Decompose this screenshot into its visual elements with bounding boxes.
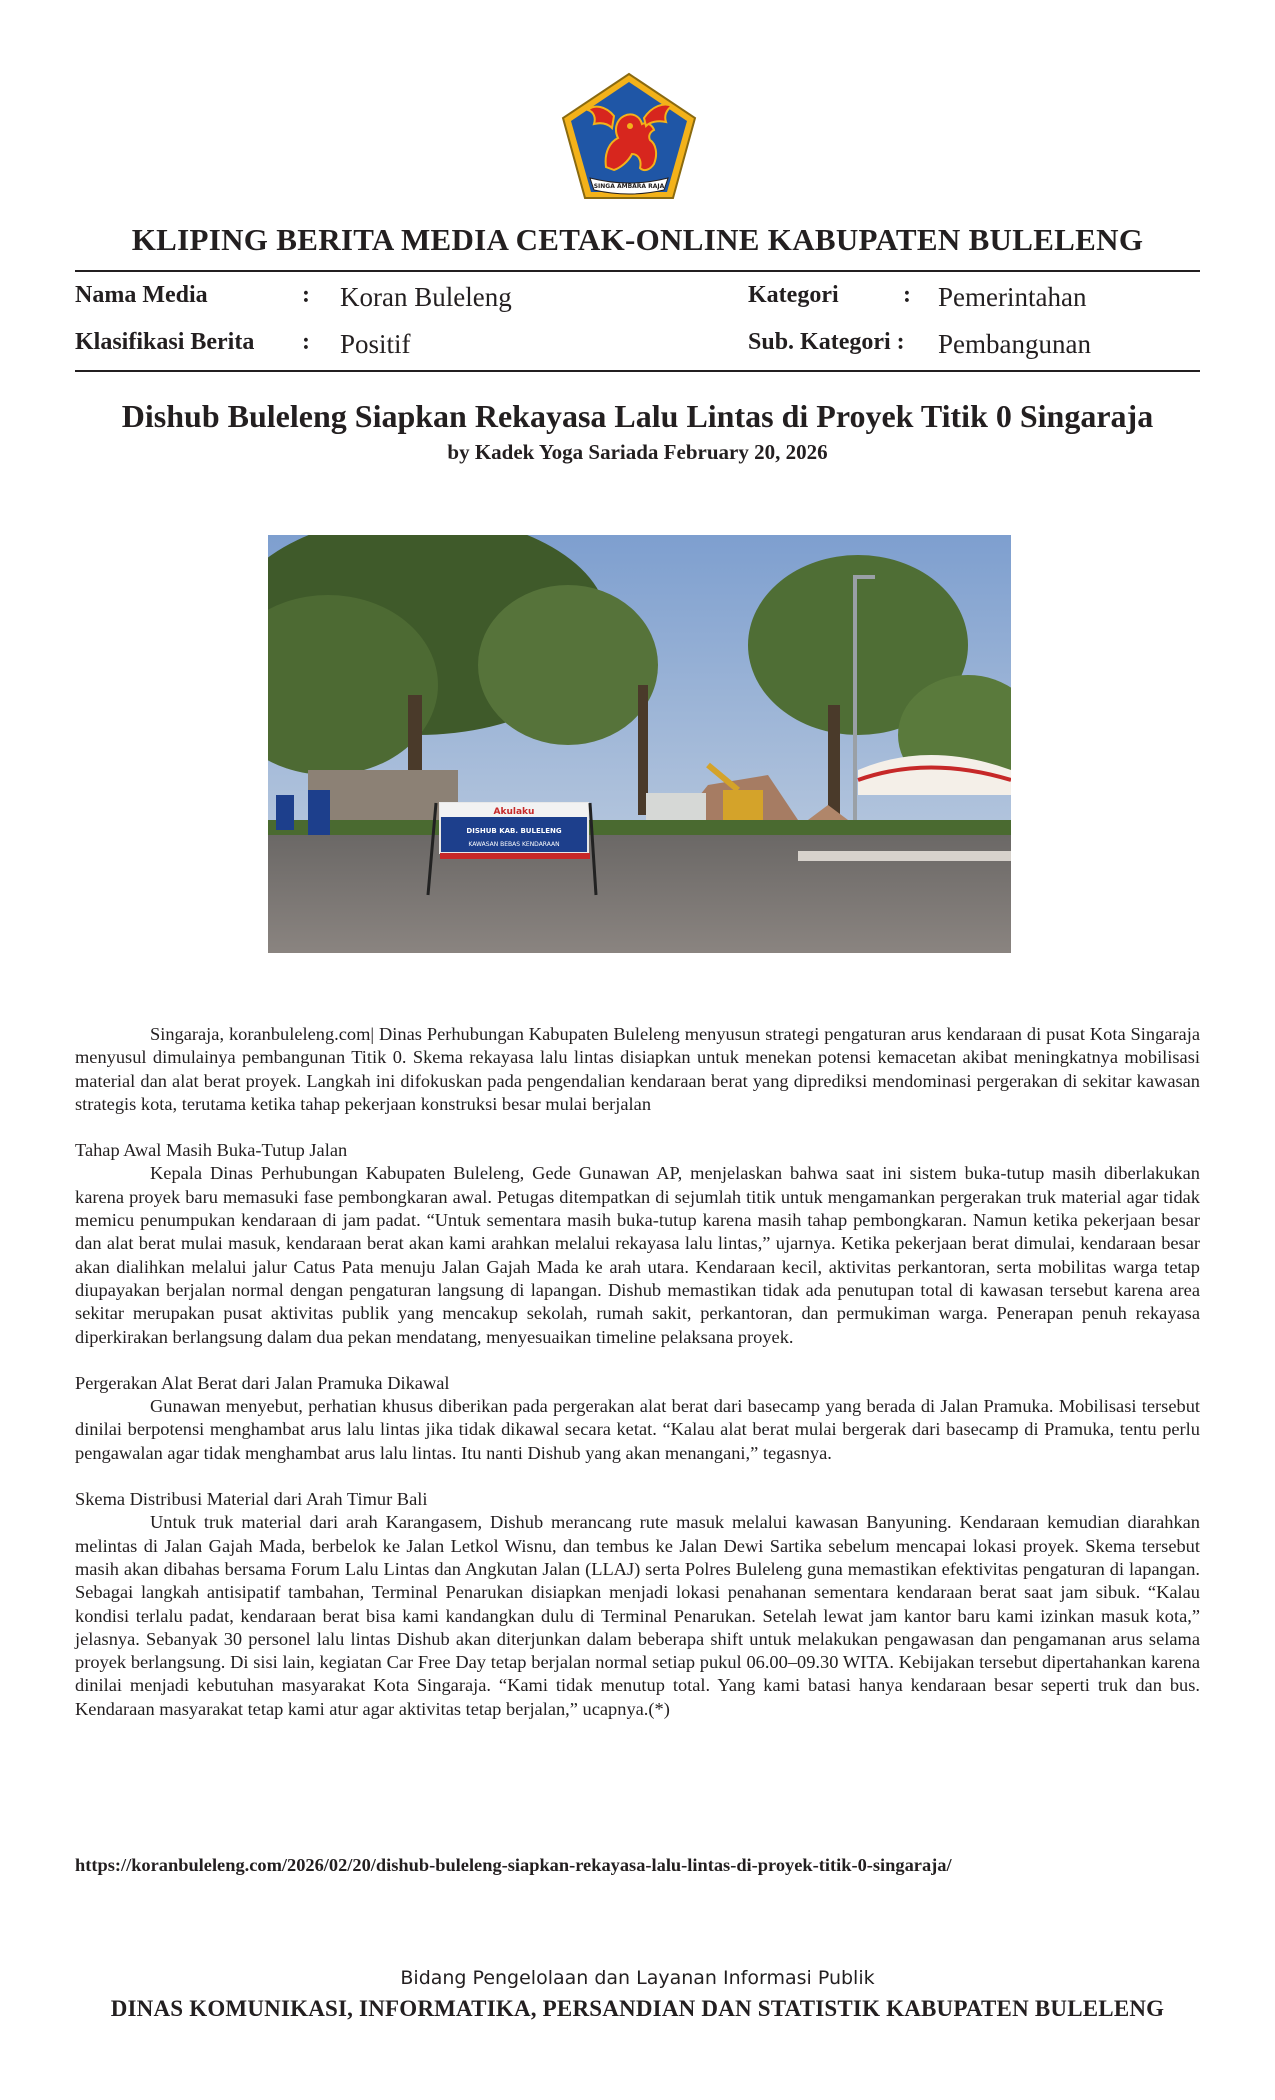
paragraph-1: Singaraja, koranbuleleng.com| Dinas Perhubungan Kabupaten Buleleng menyusun strategi pengaturan arus kendaraan di pusat Kota Singaraja menyusul dimulainya pembangunan Titik 0. Skema rekayasa lalu lintas disiapkan untuk menekan potensi kemacetan akibat meningkatnya mobilisasi material dan alat berat proyek. Langkah ini difokuskan pada pengendalian kendaraan berat yang diprediksi mendominasi pergerakan di sekitar kawasan strategis kota, terutama ketika tahap pekerjaan konstruksi besar mulai berjalan [75, 1024, 1200, 1114]
paragraph-2: Kepala Dinas Perhubungan Kabupaten Buleleng, Gede Gunawan AP, menjelaskan bahwa saat ini sistem buka-tutup masih diberlakukan karena proyek baru memasuki fase pembongkaran awal. Petugas ditempatkan di sejumlah titik untuk mengamankan pergerakan truk material agar tidak memicu penumpukan kendaraan di jam padat. “Untuk sementara masih buka-tutup karena masih tahap pembongkaran. Namun ketika pekerjaan besar dan alat berat mulai masuk, kendaraan berat akan kami arahkan melalui rekayasa lalu lintas,” ujarnya. Ketika pekerjaan berat dimulai, kendaraan besar akan dialihkan melalui jalur Catus Pata menuju Jalan Gajah Mada ke arah utara. Kendaraan kecil, aktivitas perkantoran, serta mobilitas warga tetap diupayakan berjalan normal dengan pengaturan langsung di lapangan. Dishub memastikan tidak ada penutupan total di kawasan tersebut karena area sekitar merupakan pusat aktivitas publik yang mencakup sekolah, rumah sakit, perkantoran, dan permukiman warga. Penerapan penuh rekayasa diperkirakan berlangsung dalam dua pekan mendatang, menyesuaikan timeline pelaksana proyek. [75, 1163, 1200, 1347]
subheading-3: Skema Distribusi Material dari Arah Timur Bali [75, 1489, 428, 1510]
bottom-divider [75, 370, 1200, 372]
subheading-2: Pergerakan Alat Berat dari Jalan Pramuka Dikawal [75, 1372, 450, 1393]
left-banner [308, 790, 330, 835]
buleleng-emblem-logo [560, 72, 698, 202]
media-colon: : [302, 282, 310, 308]
paragraph-4: Untuk truk material dari arah Karangasem, Dishub merancang rute masuk melalui kawasan Banyuning. Kendaraan kemudian diarahkan melintas di Jalan Gajah Mada, berbelok ke Jalan Letkol Wisnu, dan tembus ke Jalan Dewi Sartika sebelum mencapai lokasi proyek. Skema tersebut masih akan dibahas bersama Forum Lalu Lintas dan Angkutan Jalan (LLAJ) serta Polres Buleleng guna memastikan efektivitas pengaturan di lapangan. Sebagai langkah antisipatif tambahan, Terminal Penarukan disiapkan menjadi lokasi penahanan sementara kendaraan berat saat jam sibuk. “Kalau kondisi terlalu padat, kendaraan berat bisa kami kandangkan dulu di Terminal Penarukan. Setelah lewat jam kantor baru kami izinkan masuk kota,” jelasnya. Sebanyak 30 personel lalu lintas Dishub akan diterjunkan dalam beberapa shift untuk melakukan pengawasan dan pengamanan arus selama proyek berlangsung. Di sisi lain, kegiatan Car Free Day tetap berjalan normal setiap pukul 06.00–09.30 WITA. Kebijakan tersebut dipertahankan karena dinilai menjadi kebutuhan masyarakat Kota Singaraja. “Kami tidak menutup total. Yang kami batasi hanya kendaraan besar seperti truk dan bus. Kendaraan masyarakat tetap kami atur agar aktivitas tetap berjalan,” ucapnya.(*) [75, 1512, 1200, 1719]
article-photo [268, 535, 1011, 953]
footer-agency: DINAS KOMUNIKASI, INFORMATIKA, PERSANDIAN DAN STATISTIK KABUPATEN BULELENG [110, 1996, 1165, 2021]
sign-akulaku: Akulaku [493, 807, 535, 817]
article-body [75, 1023, 1200, 1721]
kategori-colon: : [903, 282, 911, 308]
document-title: KLIPING BERITA MEDIA CETAK-ONLINE KABUPATEN BULELENG [131, 222, 1144, 257]
subheading-1: Tahap Awal Masih Buka-Tutup Jalan [75, 1140, 348, 1161]
subkategori-value: Pembangunan [938, 329, 1091, 359]
logo-motto: SINGA AMBARA RAJA [593, 183, 665, 190]
source-url-link[interactable]: https://koranbuleleng.com/2026/02/20/dishub-buleleng-siapkan-rekayasa-lalu-lintas-di-proyek-titik-0-singaraja/ [75, 1855, 952, 1875]
subkategori-label: Sub. Kategori : [748, 329, 905, 355]
top-divider [75, 270, 1200, 272]
kategori-label: Kategori [748, 282, 839, 308]
media-label: Nama Media [75, 282, 208, 308]
article-byline: by Kadek Yoga Sariada February 20, 2026 [447, 440, 828, 464]
paragraph-3: Gunawan menyebut, perhatian khusus diberikan pada pergerakan alat berat dari basecamp yang berada di Jalan Pramuka. Mobilisasi tersebut dinilai berpotensi menghambat arus lalu lintas jika tidak dikawal secara ketat. “Kalau alat berat mulai bergerak dari basecamp di Pramuka, tentu perlu pengawalan agar tidak menghambat arus lalu lintas. Itu nanti Dishub yang akan menangani,” tegasnya. [75, 1396, 1200, 1463]
klasifikasi-value: Positif [340, 329, 411, 359]
sign-bebas: KAWASAN BEBAS KENDARAAN [468, 841, 560, 848]
article-headline: Dishub Buleleng Siapkan Rekayasa Lalu Lintas di Proyek Titik 0 Singaraja [121, 398, 1154, 434]
sign-dishub: DISHUB KAB. BULELENG [466, 827, 562, 835]
klasifikasi-colon: : [302, 329, 310, 355]
footer-department: Bidang Pengelolaan dan Layanan Informasi Publik [400, 1967, 875, 1989]
media-value: Koran Buleleng [340, 282, 512, 312]
klasifikasi-label: Klasifikasi Berita [75, 329, 255, 355]
kategori-value: Pemerintahan [938, 282, 1087, 312]
